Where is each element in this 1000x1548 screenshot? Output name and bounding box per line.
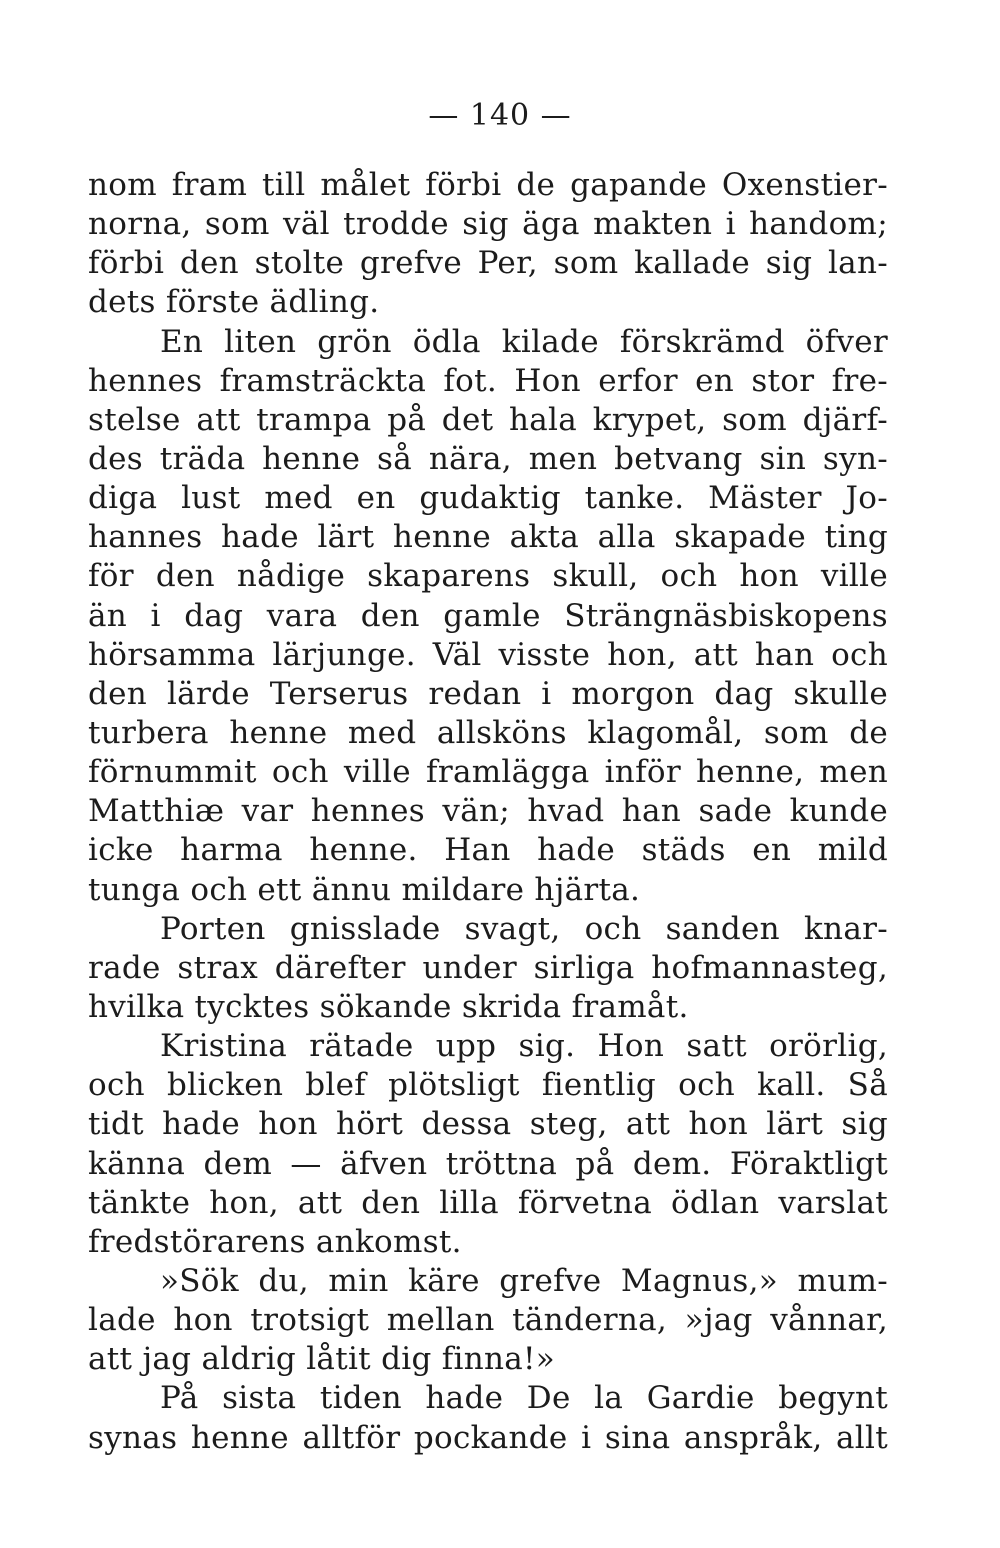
text-line: och blicken blef plötsligt fientlig och kall. Så bbox=[88, 1067, 888, 1104]
text-line: Kristina rätade upp sig. Hon satt orörlig, bbox=[160, 1028, 888, 1065]
text-line: På sista tiden hade De la Gardie begynt bbox=[160, 1380, 888, 1417]
page-number: — 140 — bbox=[428, 98, 572, 133]
text-line: rade strax därefter under sirliga hofmannasteg, bbox=[88, 949, 888, 986]
text-line: Matthiæ var hennes vän; hvad han sade kunde bbox=[88, 793, 888, 830]
text-line: »Sök du, min käre grefve Magnus,» mum- bbox=[160, 1262, 888, 1299]
text-line: än i dag vara den gamle Strängnäsbiskopens bbox=[88, 597, 888, 634]
text-line: fredstörarens ankomst. bbox=[88, 1223, 462, 1260]
text-line: icke harma henne. Han hade städs en mild bbox=[88, 832, 888, 869]
text-line: diga lust med en gudaktig tanke. Mäster Jo- bbox=[88, 480, 888, 517]
text-line: den lärde Terserus redan i morgon dag skulle bbox=[88, 675, 888, 712]
text-line: norna, som väl trodde sig äga makten i handom; bbox=[88, 206, 888, 243]
text-line: turbera henne med allsköns klagomål, som de bbox=[88, 714, 888, 751]
text-line: hvilka tycktes sökande skrida framåt. bbox=[88, 988, 689, 1025]
text-line: för den nådige skaparens skull, och hon ville bbox=[88, 558, 888, 595]
text-line: dets förste ädling. bbox=[88, 284, 380, 321]
text-line: des träda henne så nära, men betvang sin syn- bbox=[88, 440, 888, 477]
text-line: förnummit och ville framlägga inför henne, men bbox=[88, 754, 888, 791]
text-line: känna dem — äfven tröttna på dem. Föraktligt bbox=[88, 1145, 888, 1182]
text-line: lade hon trotsigt mellan tänderna, »jag vånnar, bbox=[88, 1302, 888, 1339]
text-line: hennes framsträckta fot. Hon erfor en stor fre- bbox=[88, 362, 888, 399]
text-line: hörsamma lärjunge. Väl visste hon, att han och bbox=[88, 636, 888, 673]
text-line: synas henne alltför pockande i sina anspråk, allt bbox=[88, 1419, 888, 1456]
text-line: tänkte hon, att den lilla förvetna ödlan varslat bbox=[88, 1184, 888, 1221]
text-line: hannes hade lärt henne akta alla skapade ting bbox=[88, 519, 888, 556]
text-line: tidt hade hon hört dessa steg, att hon lärt sig bbox=[88, 1106, 888, 1143]
text-line: Porten gnisslade svagt, och sanden knar- bbox=[160, 910, 888, 947]
text-line: tunga och ett ännu mildare hjärta. bbox=[88, 871, 641, 908]
text-line: nom fram till målet förbi de gapande Oxenstier- bbox=[88, 167, 888, 203]
text-line: att jag aldrig låtit dig finna!» bbox=[88, 1341, 556, 1378]
text-line: stelse att trampa på det hala krypet, som djärf- bbox=[88, 401, 888, 438]
text-line: förbi den stolte grefve Per, som kallade sig lan- bbox=[88, 245, 888, 282]
text-line: En liten grön ödla kilade förskrämd öfver bbox=[160, 323, 888, 360]
body-text bbox=[88, 166, 888, 1458]
